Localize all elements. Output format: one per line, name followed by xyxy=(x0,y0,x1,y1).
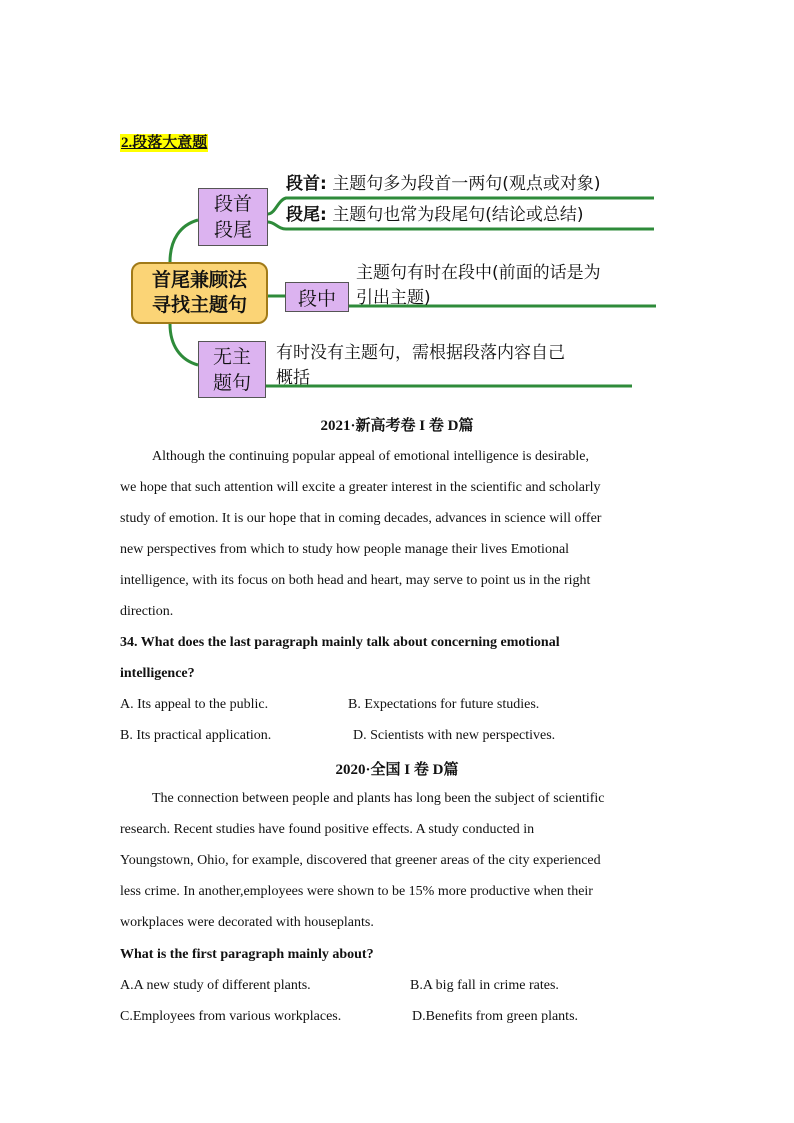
passage1-line: Although the continuing popular appeal of emotional intelligence is desirable, xyxy=(152,449,589,464)
branch-head xyxy=(286,172,600,197)
passage1-line: intelligence, with its focus on both head and heart, may serve to point us in the right xyxy=(120,573,591,588)
node1-line-1: 段首 xyxy=(213,193,252,215)
node-no-topic xyxy=(198,341,266,398)
mindmap-root xyxy=(131,262,268,324)
branch-tail-label: 段尾: xyxy=(286,205,327,225)
question1-line: 34. What does the last paragraph mainly talk about concerning emotional xyxy=(120,635,560,650)
passage2-line: Youngstown, Ohio, for example, discovered that greener areas of the city experienced xyxy=(120,853,601,868)
passage1-line: study of emotion. It is our hope that in coming decades, advances in science will offer xyxy=(120,511,602,526)
branch-none xyxy=(276,341,636,391)
branch-middle-line-2: 引出主题) xyxy=(356,288,431,308)
section1-title: 2021·新高考卷 I 卷 D篇 xyxy=(320,418,474,434)
passage1-line: new perspectives from which to study how people manage their lives Emotional xyxy=(120,542,570,557)
passage1-line: direction. xyxy=(120,604,174,619)
question2-option-b: B.A big fall in crime rates. xyxy=(410,978,559,993)
branch-tail-text: 主题句也常为段尾句(结论或总结) xyxy=(326,205,584,225)
passage2-line: research. Recent studies have found positive effects. A study conducted in xyxy=(120,822,535,837)
question2-option-a: A.A new study of different plants. xyxy=(120,978,311,993)
node3-line-2: 题句 xyxy=(212,371,251,394)
question2-option-d: D.Benefits from green plants. xyxy=(412,1009,579,1024)
branch-tail xyxy=(286,203,583,228)
question2: What is the first paragraph mainly about? xyxy=(120,947,374,962)
root-line-2: 寻找主题句 xyxy=(151,294,247,316)
root-line-1: 首尾兼顾法 xyxy=(151,269,247,291)
branch-none-line-2: 概括 xyxy=(276,368,310,388)
branch-middle xyxy=(356,261,656,311)
node-head-tail xyxy=(198,188,268,246)
passage2-line: less crime. In another,employees were shown to be 15% more productive when their xyxy=(120,884,593,899)
section-heading: 2.段落大意题 xyxy=(121,135,208,151)
question1-line: intelligence? xyxy=(120,666,195,681)
question1-option-d: D. Scientists with new perspectives. xyxy=(353,728,556,743)
node1-line-2: 段尾 xyxy=(213,219,252,241)
question1-option-a: A. Its appeal to the public. xyxy=(120,697,269,712)
branch-head-label: 段首: xyxy=(286,174,327,194)
section2-title: 2020·全国 I 卷 D篇 xyxy=(335,762,459,778)
passage2-line: The connection between people and plants has long been the subject of scientific xyxy=(152,791,605,806)
node-middle: 段中 xyxy=(285,282,349,312)
branch-head-text: 主题句多为段首一两句(观点或对象) xyxy=(326,174,601,194)
branch-middle-line-1: 主题句有时在段中(前面的话是为 xyxy=(356,263,601,283)
passage1-line: we hope that such attention will excite a greater interest in the scientific and scholarly xyxy=(120,480,601,495)
node3-line-1: 无主 xyxy=(212,345,251,368)
branch-none-line-1: 有时没有主题句，需根据段落内容自己 xyxy=(276,343,565,363)
question2-option-c: C.Employees from various workplaces. xyxy=(120,1009,342,1024)
question1-option-b: B. Expectations for future studies. xyxy=(348,697,540,712)
question1-option-c: B. Its practical application. xyxy=(120,728,272,743)
passage2-line: workplaces were decorated with houseplants. xyxy=(120,915,374,930)
